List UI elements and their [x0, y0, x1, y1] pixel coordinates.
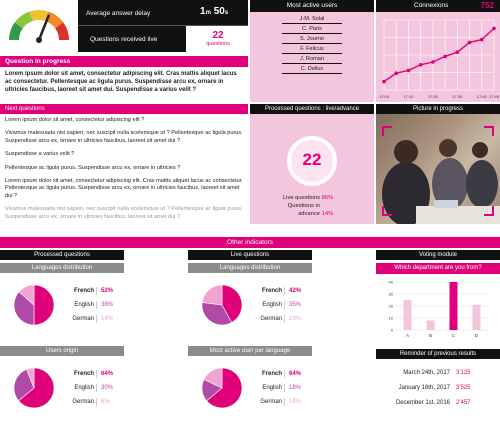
most-active-lang-widget — [194, 366, 314, 410]
active-user-item[interactable]: C. Paris — [282, 24, 342, 34]
processed-total: 22 — [302, 150, 322, 169]
pie-slice — [34, 285, 54, 325]
y-tick-label: 20 — [388, 303, 393, 309]
processed-title: Processed questions : live/advance — [264, 106, 360, 112]
x-tick-label: 17:00 — [378, 94, 390, 99]
col2-header: Live questions — [188, 250, 312, 260]
y-tick-label: 10 — [388, 315, 393, 321]
connexions-header — [376, 0, 500, 12]
x-tick-label: 17:45 — [488, 94, 500, 99]
active-user-item[interactable]: J. Roman — [282, 54, 342, 64]
gauge-segment — [30, 10, 49, 21]
voting-question-bar — [376, 263, 500, 274]
active-user-item[interactable]: S. Journo — [282, 34, 342, 44]
vote-bar — [473, 305, 481, 330]
processed-lang-legend: French 52% English 38% German 14% — [72, 288, 114, 322]
next-question-item[interactable]: Vivamus malesuada nisi sapien, nec suscipit nulla scelerisque ut ? Pellentesque ac ligula purus. Suspendisse arcu ex, ornare in ultricies faucibus, laoreet sit amet dui ? — [5, 130, 243, 144]
connexions-title: Connexions — [414, 2, 449, 9]
processed-header — [250, 104, 374, 114]
connexions-point — [419, 63, 423, 67]
pie-slice — [202, 285, 222, 305]
question-in-progress-title: Question in progress — [5, 58, 71, 65]
active-users-title: Most active users — [286, 2, 338, 9]
users-origin-legend: French 64% English 30% German 6% — [72, 371, 114, 405]
picture-header — [376, 104, 500, 114]
questions-received-value: 22 questions — [206, 30, 230, 47]
processed-panel — [250, 114, 374, 224]
processed-lang-widget — [6, 283, 126, 327]
next-question-item[interactable]: Lorem ipsum dolor sit amet, consectetur adipiscing elit ? — [5, 117, 145, 123]
next-question-item[interactable]: Vivamus malesuada nisi sapien, nec suscipit nulla scelerisque ut ? Pellentesque ac ligula purus. Suspendisse arcu ex, ornare in ultricies faucibus, laoreet sit amet dui ? — [5, 206, 243, 220]
most-active-lang-legend: French 64% English 18% German 18% — [260, 371, 302, 405]
vote-bar — [404, 300, 412, 330]
x-tick-label: C — [451, 333, 456, 338]
vote-bar — [450, 282, 458, 330]
reminder-header — [376, 349, 500, 359]
connexions-point — [480, 38, 484, 42]
users-origin-header: Users origin — [0, 346, 124, 356]
next-question-item[interactable]: Suspendisse a varius velit ? — [5, 151, 75, 158]
connexions-chart — [376, 12, 500, 102]
questions-received-label: Questions received live — [90, 36, 158, 43]
gauge-icon — [0, 0, 78, 52]
most-active-lang-header: Most active user per language — [188, 346, 312, 356]
live-lang-header: Languages distribution — [188, 263, 312, 273]
active-users-list — [250, 12, 374, 102]
voting-question: Which department are you from? — [394, 265, 482, 271]
processed-lang-pie — [6, 283, 62, 327]
connexions-point — [407, 69, 411, 73]
other-indicators-header — [0, 237, 500, 248]
connexions-point — [456, 50, 460, 54]
picture-in-progress[interactable] — [376, 114, 500, 224]
reminder-row[interactable]: December 1st, 2016 2'457 — [395, 400, 471, 406]
users-origin-pie — [6, 366, 62, 410]
avg-delay-value: 1m 50s — [200, 6, 229, 17]
reminder-title: Reminder of previous results — [399, 351, 477, 357]
avg-delay-label: Average answer delay — [86, 10, 151, 17]
x-tick-label: 17:10 — [403, 94, 414, 99]
gauge-hub — [36, 37, 42, 43]
voting-bar-chart — [376, 278, 500, 342]
y-tick-label: 0 — [390, 327, 393, 333]
voting-chart — [376, 278, 500, 342]
live-lang-widget — [194, 283, 314, 327]
questions-received-panel — [78, 26, 248, 52]
live-lang-legend: French 42% English 35% German 23% — [260, 288, 302, 322]
reminder-row[interactable]: January 16th, 2017 3'525 — [398, 385, 471, 391]
connexions-count: 752 — [480, 1, 494, 10]
next-questions-title: Next questions — [5, 106, 45, 112]
other-indicators-title: Other indicators — [227, 239, 273, 246]
x-tick-label: A — [405, 333, 410, 338]
col1-header: Processed questions — [0, 250, 124, 260]
x-tick-label: D — [474, 333, 479, 338]
active-user-item[interactable]: C. Delluc — [282, 64, 342, 74]
most-active-lang-pie — [194, 366, 250, 410]
live-lang-pie — [194, 283, 250, 327]
connexions-point — [443, 55, 447, 59]
active-users-header — [250, 0, 374, 12]
active-user-item[interactable]: J-M. Solal — [282, 14, 342, 24]
col3-header: Voting module — [376, 250, 500, 260]
processed-lang-header: Languages distribution — [0, 263, 124, 273]
x-tick-label: 17:40 — [476, 94, 487, 99]
connexions-point — [431, 60, 435, 64]
reminder-list — [376, 370, 500, 406]
next-question-item[interactable]: Lorem ipsum dolor sit amet, consectetur adipiscing elit. Cras mattis aliquet lacus ac consectetur. Pellentesque ac ligula purus. Suspendisse arcu ex, ornare in ultricies faucibus, laoreet sit amet dui ? — [5, 178, 243, 199]
x-tick-label: 17:20 — [427, 94, 438, 99]
x-tick-label: 17:30 — [452, 94, 463, 99]
x-tick-label: B — [428, 333, 433, 338]
connexions-point — [394, 71, 398, 75]
meeting-photo-icon — [376, 114, 500, 224]
connexions-point — [468, 41, 472, 45]
next-question-item[interactable]: Pellentesque ac ligula purus. Suspendisse arcu ex, ornare in ultricies ? — [5, 164, 181, 171]
picture-title: Picture in progress — [412, 106, 464, 112]
reminder-row[interactable]: March 24th, 2017 3'125 — [403, 370, 471, 376]
connexions-line-chart — [376, 12, 500, 102]
connexions-point — [382, 80, 386, 84]
vote-bar — [427, 320, 435, 330]
y-tick-label: 40 — [388, 279, 393, 285]
next-questions-list — [5, 117, 245, 227]
question-in-progress-header — [0, 56, 248, 67]
question-in-progress-text: Lorem ipsum dolor sit amet, consectetur adipiscing elit. Cras mattis aliquet lacus ac consectetur. Pellentesque ac ligula purus. Suspendisse arcu ex, ornare in ultricies faucibus, laoreet sit amet dui. Suspendisse a varius velit ? — [5, 71, 237, 93]
processed-stats: Live questions 86% Questions in advance 14% — [282, 195, 334, 217]
users-origin-widget — [6, 366, 126, 410]
gauge-widget — [0, 0, 78, 52]
y-tick-label: 30 — [388, 291, 393, 297]
connexions-point — [492, 27, 496, 31]
next-questions-header — [0, 104, 248, 114]
active-user-item[interactable]: F. Felicus — [282, 44, 342, 54]
